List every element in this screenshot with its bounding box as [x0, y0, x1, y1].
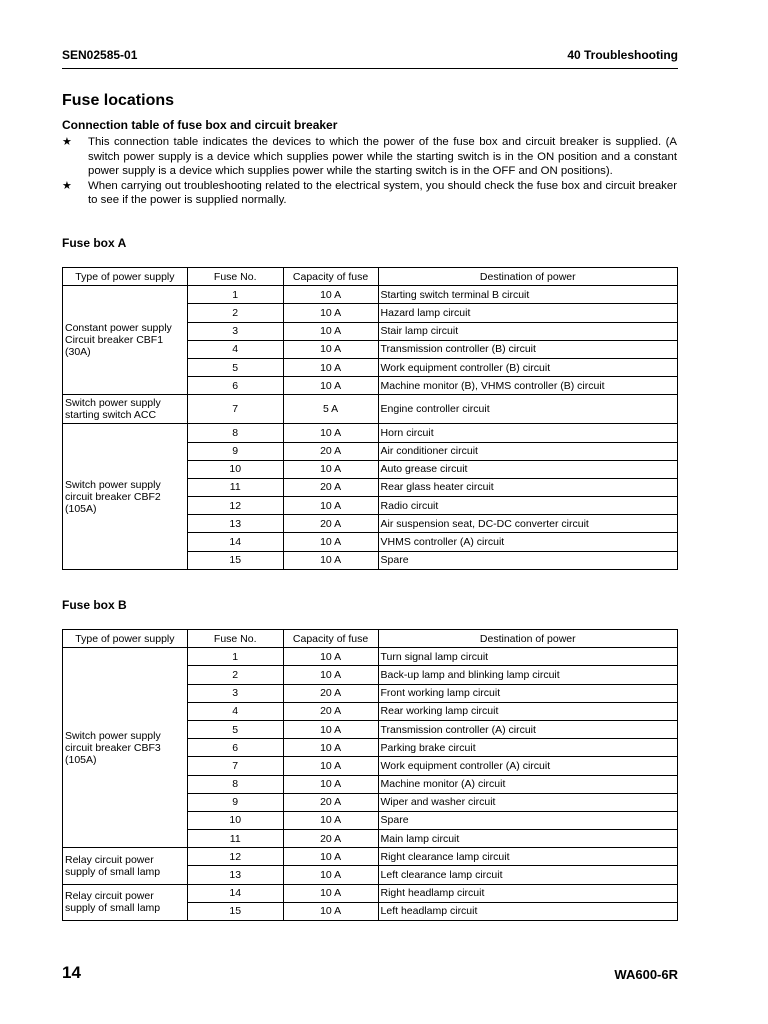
capacity-cell: 10 A	[283, 340, 378, 358]
table-row	[63, 424, 678, 442]
capacity-cell: 10 A	[283, 304, 378, 322]
fuse-no-cell: 14	[187, 884, 283, 902]
capacity-cell: 10 A	[283, 533, 378, 551]
destination-cell: Turn signal lamp circuit	[378, 648, 677, 666]
capacity-cell: 20 A	[283, 478, 378, 496]
power-supply-type-cell: Switch power supply starting switch ACC	[63, 395, 188, 424]
capacity-cell: 20 A	[283, 793, 378, 811]
fuse-no-cell: 11	[187, 478, 283, 496]
destination-cell: Transmission controller (A) circuit	[378, 720, 677, 738]
destination-cell: Stair lamp circuit	[378, 322, 677, 340]
destination-cell: Spare	[378, 551, 677, 569]
destination-cell: Wiper and washer circuit	[378, 793, 677, 811]
fuse-no-cell: 13	[187, 515, 283, 533]
destination-cell: VHMS controller (A) circuit	[378, 533, 677, 551]
capacity-cell: 10 A	[283, 720, 378, 738]
fuse-no-cell: 1	[187, 286, 283, 304]
page-header	[62, 46, 678, 69]
fuse-no-cell: 12	[187, 848, 283, 866]
note-item	[62, 135, 677, 179]
destination-cell: Air conditioner circuit	[378, 442, 677, 460]
note-text: This connection table indicates the devices to which the power of the fuse box and circuit breaker is supplied. (A switch power supply is a device which supplies power while the starting switch is in the ON position and a constant power supply is a device which supplies power while the starting switch is in the OFF and ON positions).	[88, 136, 677, 177]
destination-cell: Radio circuit	[378, 497, 677, 515]
destination-cell: Back-up lamp and blinking lamp circuit	[378, 666, 677, 684]
fuse-no-cell: 6	[187, 377, 283, 395]
capacity-cell: 10 A	[283, 866, 378, 884]
destination-cell: Rear working lamp circuit	[378, 702, 677, 720]
destination-cell: Right headlamp circuit	[378, 884, 677, 902]
fuse-no-cell: 7	[187, 395, 283, 424]
page-title: Fuse locations	[62, 92, 175, 109]
table-row	[63, 848, 678, 866]
capacity-cell: 10 A	[283, 884, 378, 902]
fuse-no-cell: 3	[187, 322, 283, 340]
table-row	[63, 648, 678, 666]
capacity-cell: 20 A	[283, 830, 378, 848]
col-header-destination: Destination of power	[378, 268, 677, 286]
fuse-no-cell: 10	[187, 460, 283, 478]
capacity-cell: 10 A	[283, 739, 378, 757]
fuse-no-cell: 11	[187, 830, 283, 848]
fuse-no-cell: 9	[187, 793, 283, 811]
col-header-fuse-no: Fuse No.	[187, 268, 283, 286]
capacity-cell: 10 A	[283, 902, 378, 920]
capacity-cell: 10 A	[283, 286, 378, 304]
destination-cell: Left clearance lamp circuit	[378, 866, 677, 884]
capacity-cell: 10 A	[283, 358, 378, 376]
fuse-no-cell: 9	[187, 442, 283, 460]
note-text: When carrying out troubleshooting related to the electrical system, you should check the fuse box and circuit breaker to see if the power is supplied normally.	[88, 179, 677, 206]
fuse-no-cell: 15	[187, 551, 283, 569]
note-item	[62, 179, 677, 208]
capacity-cell: 10 A	[283, 811, 378, 829]
col-header-type: Type of power supply	[63, 630, 188, 648]
page-number: 14	[62, 963, 81, 982]
fuse-box-a-label: Fuse box A	[62, 236, 127, 250]
fuse-box-b-table	[62, 629, 678, 921]
col-header-type: Type of power supply	[63, 268, 188, 286]
col-header-destination: Destination of power	[378, 630, 677, 648]
fuse-no-cell: 7	[187, 757, 283, 775]
fuse-no-cell: 3	[187, 684, 283, 702]
destination-cell: Starting switch terminal B circuit	[378, 286, 677, 304]
destination-cell: Air suspension seat, DC-DC converter circuit	[378, 515, 677, 533]
table-header-row	[63, 630, 678, 648]
fuse-no-cell: 6	[187, 739, 283, 757]
power-supply-type-cell: Switch power supply circuit breaker CBF3 (105A)	[63, 648, 188, 848]
fuse-no-cell: 2	[187, 304, 283, 322]
col-header-capacity: Capacity of fuse	[283, 268, 378, 286]
fuse-no-cell: 1	[187, 648, 283, 666]
destination-cell: Machine monitor (B), VHMS controller (B) circuit	[378, 377, 677, 395]
fuse-no-cell: 8	[187, 775, 283, 793]
power-supply-type-cell: Constant power supply Circuit breaker CBF1 (30A)	[63, 286, 188, 395]
destination-cell: Engine controller circuit	[378, 395, 677, 424]
power-supply-type-cell: Switch power supply circuit breaker CBF2 (105A)	[63, 424, 188, 570]
star-icon: ★	[62, 136, 72, 148]
power-supply-type-cell: Relay circuit power supply of small lamp	[63, 884, 188, 920]
capacity-cell: 10 A	[283, 757, 378, 775]
destination-cell: Work equipment controller (B) circuit	[378, 358, 677, 376]
capacity-cell: 20 A	[283, 442, 378, 460]
fuse-no-cell: 10	[187, 811, 283, 829]
capacity-cell: 20 A	[283, 515, 378, 533]
table-row	[63, 395, 678, 424]
star-icon: ★	[62, 179, 72, 192]
destination-cell: Work equipment controller (A) circuit	[378, 757, 677, 775]
fuse-box-a-table	[62, 267, 678, 570]
table-row	[63, 884, 678, 902]
capacity-cell: 20 A	[283, 684, 378, 702]
capacity-cell: 10 A	[283, 551, 378, 569]
destination-cell: Parking brake circuit	[378, 739, 677, 757]
fuse-no-cell: 5	[187, 720, 283, 738]
section-title: 40 Troubleshooting	[567, 48, 678, 62]
fuse-no-cell: 14	[187, 533, 283, 551]
table-header-row	[63, 268, 678, 286]
model-number: WA600-6R	[614, 967, 678, 982]
fuse-box-b-label: Fuse box B	[62, 598, 127, 612]
destination-cell: Machine monitor (A) circuit	[378, 775, 677, 793]
capacity-cell: 10 A	[283, 424, 378, 442]
destination-cell: Spare	[378, 811, 677, 829]
subtitle: Connection table of fuse box and circuit breaker	[62, 118, 338, 132]
notes	[62, 135, 677, 208]
fuse-no-cell: 12	[187, 497, 283, 515]
capacity-cell: 20 A	[283, 702, 378, 720]
fuse-no-cell: 13	[187, 866, 283, 884]
destination-cell: Left headlamp circuit	[378, 902, 677, 920]
fuse-no-cell: 2	[187, 666, 283, 684]
power-supply-type-cell: Relay circuit power supply of small lamp	[63, 848, 188, 884]
destination-cell: Transmission controller (B) circuit	[378, 340, 677, 358]
fuse-no-cell: 4	[187, 702, 283, 720]
capacity-cell: 10 A	[283, 775, 378, 793]
capacity-cell: 10 A	[283, 377, 378, 395]
fuse-no-cell: 8	[187, 424, 283, 442]
fuse-no-cell: 4	[187, 340, 283, 358]
col-header-capacity: Capacity of fuse	[283, 630, 378, 648]
destination-cell: Auto grease circuit	[378, 460, 677, 478]
destination-cell: Rear glass heater circuit	[378, 478, 677, 496]
capacity-cell: 10 A	[283, 322, 378, 340]
capacity-cell: 10 A	[283, 666, 378, 684]
capacity-cell: 10 A	[283, 460, 378, 478]
destination-cell: Front working lamp circuit	[378, 684, 677, 702]
col-header-fuse-no: Fuse No.	[187, 630, 283, 648]
document-code: SEN02585-01	[62, 48, 138, 62]
fuse-no-cell: 5	[187, 358, 283, 376]
destination-cell: Hazard lamp circuit	[378, 304, 677, 322]
capacity-cell: 5 A	[283, 395, 378, 424]
table-row	[63, 286, 678, 304]
capacity-cell: 10 A	[283, 497, 378, 515]
capacity-cell: 10 A	[283, 848, 378, 866]
destination-cell: Horn circuit	[378, 424, 677, 442]
capacity-cell: 10 A	[283, 648, 378, 666]
destination-cell: Right clearance lamp circuit	[378, 848, 677, 866]
destination-cell: Main lamp circuit	[378, 830, 677, 848]
fuse-no-cell: 15	[187, 902, 283, 920]
